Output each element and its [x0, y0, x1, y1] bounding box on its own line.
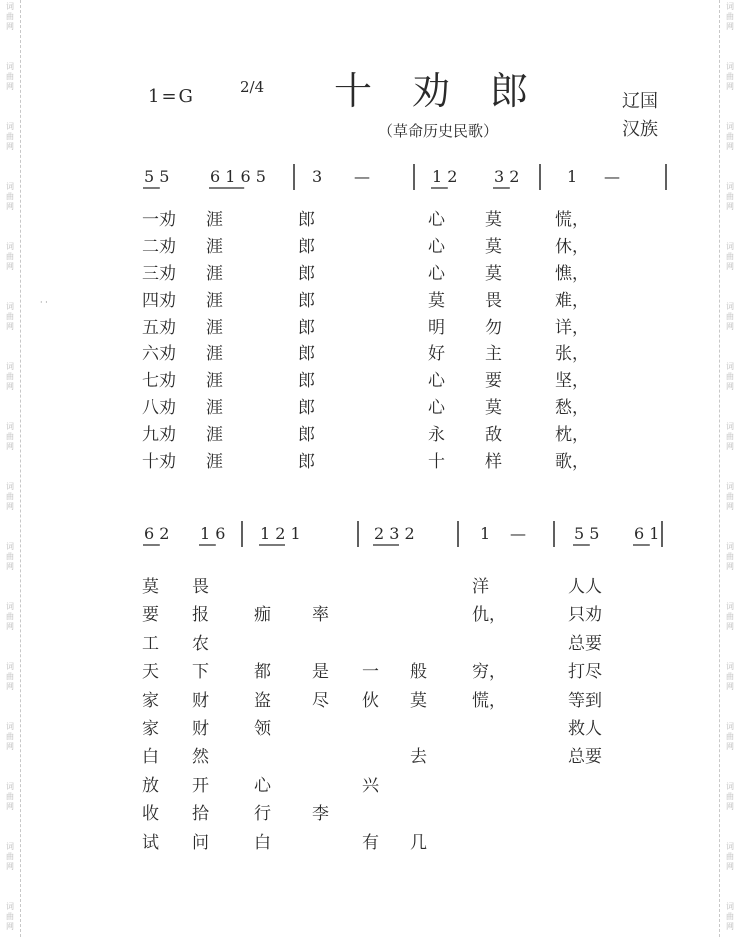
- watermark-char: 词: [726, 62, 734, 71]
- watermark-char: 网: [6, 922, 14, 931]
- watermark-mark: [722, 482, 738, 512]
- watermark-char: 网: [6, 142, 14, 151]
- watermark-char: 网: [6, 322, 14, 331]
- lyric-cell: 难，: [555, 290, 589, 311]
- lyric-cell: 拾: [192, 804, 209, 825]
- watermark-char: 词: [6, 902, 14, 911]
- watermark-char: 词: [6, 242, 14, 251]
- watermark-char: 词: [6, 362, 14, 371]
- lyric-cell: 四劝: [142, 290, 176, 311]
- notation-group: 1 2: [432, 167, 458, 186]
- lyric-cell: 十: [428, 452, 445, 473]
- watermark-mark: [2, 842, 18, 872]
- watermark-mark: [722, 602, 738, 632]
- notation-group: 3: [312, 167, 323, 186]
- watermark-mark: [2, 182, 18, 212]
- watermark-mark: [722, 662, 738, 692]
- lyric-cell: 领: [254, 718, 271, 739]
- lyric-cell: 家: [142, 718, 159, 739]
- lyric-cell: 总要: [568, 747, 602, 768]
- watermark-char: 网: [726, 622, 734, 631]
- watermark-char: 词: [726, 902, 734, 911]
- watermark-char: 词: [726, 182, 734, 191]
- notation-group: 6 1: [634, 524, 660, 543]
- watermark-char: 词: [726, 122, 734, 131]
- watermark-char: 网: [726, 262, 734, 271]
- watermark-char: 曲: [6, 612, 14, 621]
- lyric-cell: 郎: [298, 210, 315, 230]
- attribution-ethnicity: 汉族: [622, 119, 658, 140]
- lyric-cell: 只劝: [568, 605, 602, 626]
- lyric-cell: 心: [428, 371, 445, 392]
- watermark-char: 曲: [6, 492, 14, 501]
- watermark-char: 曲: [6, 852, 14, 861]
- lyric-cell: 张，: [555, 344, 589, 365]
- watermark-char: 词: [6, 62, 14, 71]
- watermark-char: 网: [726, 142, 734, 151]
- watermark-char: 曲: [726, 12, 734, 21]
- lyric-cell: 明: [428, 317, 445, 338]
- notation-group: —: [510, 524, 526, 543]
- lyric-cell: 尽: [312, 690, 329, 711]
- lyric-cell: 然: [192, 747, 209, 768]
- lyric-cell: 坚，: [555, 371, 589, 392]
- lyric-cell: 盗: [254, 690, 271, 711]
- lyric-cell: 天: [142, 662, 159, 683]
- watermark-char: 词: [6, 482, 14, 491]
- lyric-cell: 洋: [472, 577, 489, 597]
- lyric-cell: 莫: [485, 236, 502, 257]
- lyric-cell: 八劝: [142, 398, 176, 419]
- lyric-cell: 白: [254, 832, 271, 853]
- right-watermark-strip: [719, 0, 740, 937]
- lyric-cell: 工: [142, 633, 159, 654]
- lyric-cell: 般: [410, 662, 427, 683]
- lyric-cell: 心: [254, 775, 271, 796]
- lyric-cell: 要: [142, 605, 159, 626]
- watermark-char: 网: [6, 562, 14, 571]
- notation-group: 5 5: [144, 167, 170, 186]
- notation-group: —: [354, 167, 370, 186]
- watermark-char: 网: [726, 862, 734, 871]
- watermark-char: 曲: [6, 792, 14, 801]
- watermark-mark: [722, 62, 738, 92]
- watermark-char: 词: [726, 662, 734, 671]
- lyric-cell: 郎: [298, 290, 315, 311]
- lyric-cell: 率: [312, 605, 329, 626]
- watermark-char: 曲: [726, 132, 734, 141]
- watermark-mark: [722, 722, 738, 752]
- watermark-mark: [2, 482, 18, 512]
- notation-line-2: [142, 515, 672, 559]
- lyric-cell: 涯: [206, 398, 223, 419]
- song-title: 十劝郎: [334, 69, 569, 113]
- watermark-char: 词: [726, 542, 734, 551]
- watermark-char: 词: [6, 302, 14, 311]
- lyric-cell: 畏: [485, 290, 502, 311]
- lyric-cell: 行: [254, 804, 271, 825]
- lyric-cell: 家: [142, 690, 159, 711]
- watermark-mark: [722, 842, 738, 872]
- lyric-cell: 都: [254, 662, 271, 683]
- watermark-char: 曲: [726, 492, 734, 501]
- watermark-char: 曲: [726, 312, 734, 321]
- watermark-mark: [2, 542, 18, 572]
- watermark-char: 曲: [6, 192, 14, 201]
- lyric-cell: 几: [410, 832, 427, 853]
- watermark-char: 曲: [6, 672, 14, 681]
- lyric-cell: 心: [428, 210, 445, 230]
- lyric-cell: 心: [428, 263, 445, 284]
- lyric-cell: 莫: [428, 290, 445, 311]
- watermark-char: 曲: [726, 732, 734, 741]
- watermark-char: 网: [726, 562, 734, 571]
- watermark-char: 词: [6, 602, 14, 611]
- watermark-mark: [2, 422, 18, 452]
- notation-group: —: [604, 167, 620, 186]
- lyric-cell: 详，: [555, 317, 589, 338]
- lyric-cell: 郎: [298, 344, 315, 365]
- lyric-cell: 涯: [206, 210, 223, 230]
- watermark-mark: [2, 122, 18, 152]
- notation-group: 5 5: [574, 524, 600, 543]
- watermark-char: 曲: [6, 372, 14, 381]
- watermark-char: 网: [726, 742, 734, 751]
- lyric-cell: 莫: [410, 690, 427, 711]
- notation-group: 1 2 1: [260, 524, 301, 543]
- watermark-char: 曲: [6, 312, 14, 321]
- watermark-char: 网: [726, 82, 734, 91]
- watermark-char: 曲: [726, 672, 734, 681]
- watermark-char: 词: [726, 602, 734, 611]
- lyric-cell: 郎: [298, 263, 315, 284]
- lyric-cell: 三劝: [142, 263, 176, 284]
- watermark-char: 网: [726, 922, 734, 931]
- attribution-region: 辽国: [622, 91, 658, 112]
- song-subtitle: （草命历史民歌）: [378, 122, 499, 140]
- lyric-cell: 放: [142, 775, 159, 796]
- lyric-cell: 畏: [192, 577, 209, 597]
- lyric-cell: 永: [428, 425, 445, 446]
- watermark-mark: [722, 2, 738, 32]
- lyric-cell: 等到: [568, 690, 602, 711]
- time-signature: 2/4: [240, 78, 265, 96]
- watermark-char: 网: [726, 802, 734, 811]
- watermark-char: 曲: [6, 552, 14, 561]
- watermark-char: 曲: [6, 72, 14, 81]
- watermark-mark: [722, 302, 738, 332]
- notation-group: 1: [567, 167, 578, 186]
- watermark-char: 词: [726, 842, 734, 851]
- scan-dust: · ·: [40, 298, 48, 307]
- watermark-mark: [2, 302, 18, 332]
- lyric-cell: 五劝: [142, 317, 176, 338]
- watermark-mark: [722, 422, 738, 452]
- lyric-cell: 痂: [254, 605, 271, 626]
- lyric-cell: 涯: [206, 263, 223, 284]
- watermark-mark: [2, 782, 18, 812]
- lyric-cell: 憔，: [555, 263, 589, 284]
- watermark-char: 网: [726, 322, 734, 331]
- lyric-cell: 财: [192, 690, 209, 711]
- watermark-char: 网: [6, 202, 14, 211]
- attribution: [622, 88, 658, 144]
- watermark-char: 词: [726, 2, 734, 11]
- lyric-cell: 休，: [555, 236, 589, 257]
- lyric-cell: 总要: [568, 633, 602, 654]
- watermark-char: 网: [6, 442, 14, 451]
- watermark-char: 曲: [726, 552, 734, 561]
- watermark-char: 网: [726, 202, 734, 211]
- notation-group: 3 2: [494, 167, 520, 186]
- watermark-char: 词: [6, 782, 14, 791]
- watermark-char: 网: [6, 262, 14, 271]
- watermark-mark: [2, 602, 18, 632]
- lyric-cell: 试: [142, 832, 159, 853]
- watermark-char: 网: [726, 442, 734, 451]
- watermark-char: 曲: [6, 912, 14, 921]
- watermark-mark: [2, 662, 18, 692]
- lyric-cell: 穷，: [472, 662, 506, 683]
- watermark-char: 网: [6, 802, 14, 811]
- lyric-cell: 慌，: [472, 690, 506, 711]
- lyric-cell: 莫: [485, 398, 502, 419]
- lyric-cell: 仇，: [472, 605, 506, 626]
- watermark-char: 曲: [6, 732, 14, 741]
- watermark-char: 网: [6, 502, 14, 511]
- watermark-char: 网: [6, 22, 14, 31]
- lyric-cell: 郎: [298, 425, 315, 446]
- watermark-char: 曲: [726, 432, 734, 441]
- lyric-cell: 样: [485, 452, 502, 473]
- lyric-cell: 勿: [485, 317, 502, 338]
- notation-group: 1: [480, 524, 491, 543]
- watermark-char: 词: [6, 422, 14, 431]
- lyric-cell: 七劝: [142, 371, 176, 392]
- lyric-cell: 一劝: [142, 210, 176, 230]
- lyric-cell: 涯: [206, 371, 223, 392]
- lyric-cell: 九劝: [142, 425, 176, 446]
- watermark-char: 词: [726, 782, 734, 791]
- lyric-cell: 兴: [362, 775, 379, 796]
- lyric-cell: 涯: [206, 236, 223, 257]
- watermark-char: 曲: [6, 252, 14, 261]
- left-watermark-strip: [0, 0, 21, 937]
- watermark-char: 词: [6, 542, 14, 551]
- watermark-mark: [722, 242, 738, 272]
- watermark-char: 词: [726, 482, 734, 491]
- lyric-cell: 郎: [298, 398, 315, 419]
- watermark-mark: [2, 242, 18, 272]
- watermark-char: 词: [726, 362, 734, 371]
- lyric-cell: 问: [192, 832, 209, 853]
- watermark-char: 词: [6, 2, 14, 11]
- lyric-cell: 莫: [485, 210, 502, 230]
- lyric-cell: 李: [312, 804, 329, 825]
- notation-line-1: [142, 158, 672, 202]
- lyric-cell: 一: [362, 662, 379, 683]
- lyric-cell: 愁，: [555, 398, 589, 419]
- watermark-mark: [2, 362, 18, 392]
- watermark-char: 网: [726, 382, 734, 391]
- watermark-char: 曲: [726, 912, 734, 921]
- watermark-char: 词: [726, 302, 734, 311]
- watermark-char: 网: [726, 502, 734, 511]
- lyric-cell: 收: [142, 804, 159, 825]
- lyric-cell: 莫: [142, 577, 159, 597]
- line2-svg: [142, 515, 682, 559]
- lyric-cell: 郎: [298, 371, 315, 392]
- lyric-cell: 涯: [206, 317, 223, 338]
- watermark-char: 词: [726, 242, 734, 251]
- lyric-cell: 涯: [206, 452, 223, 473]
- lyric-cell: 救人: [568, 718, 602, 739]
- watermark-char: 曲: [6, 432, 14, 441]
- watermark-mark: [722, 782, 738, 812]
- watermark-char: 曲: [726, 372, 734, 381]
- lyric-cell: 人人: [568, 577, 602, 597]
- lyric-cell: 伙: [362, 690, 379, 711]
- watermark-char: 词: [6, 662, 14, 671]
- watermark-char: 词: [6, 842, 14, 851]
- notation-group: 6 2: [144, 524, 170, 543]
- lyric-cell: 是: [312, 662, 329, 683]
- line1-svg: [142, 158, 682, 202]
- watermark-char: 网: [6, 382, 14, 391]
- watermark-char: 曲: [6, 12, 14, 21]
- lyric-cell: 郎: [298, 317, 315, 338]
- lyric-cell: 心: [428, 398, 445, 419]
- watermark-char: 网: [6, 742, 14, 751]
- lyric-cell: 涯: [206, 425, 223, 446]
- lyric-cell: 打尽: [568, 662, 602, 683]
- lyric-cell: 财: [192, 718, 209, 739]
- notation-group: 1 6: [200, 524, 226, 543]
- lyric-cell: 敌: [485, 425, 502, 446]
- lyric-cell: 歌，: [555, 452, 589, 473]
- key-signature: 1=G: [148, 86, 195, 107]
- watermark-char: 词: [6, 722, 14, 731]
- lyric-cell: 郎: [298, 236, 315, 257]
- notation-group: 6 1 6 5: [210, 167, 266, 186]
- watermark-mark: [2, 902, 18, 932]
- lyric-cell: 慌，: [555, 210, 589, 230]
- watermark-char: 曲: [726, 252, 734, 261]
- notation-group: 2 3 2: [374, 524, 415, 543]
- watermark-char: 网: [726, 682, 734, 691]
- watermark-mark: [722, 122, 738, 152]
- watermark-mark: [2, 62, 18, 92]
- watermark-char: 词: [726, 422, 734, 431]
- watermark-char: 曲: [726, 72, 734, 81]
- lyric-cell: 十劝: [142, 452, 176, 473]
- watermark-char: 网: [6, 82, 14, 91]
- watermark-mark: [2, 2, 18, 32]
- lyric-cell: 枕，: [555, 425, 589, 446]
- lyric-cell: 报: [192, 605, 209, 626]
- watermark-mark: [722, 182, 738, 212]
- lyric-cell: 下: [192, 662, 209, 683]
- lyric-cell: 开: [192, 775, 209, 796]
- lyric-cell: 要: [485, 371, 502, 392]
- watermark-char: 曲: [726, 192, 734, 201]
- lyric-cell: 有: [362, 832, 379, 853]
- lyric-cell: 好: [428, 344, 445, 365]
- lyric-cell: 去: [410, 747, 427, 768]
- watermark-mark: [2, 722, 18, 752]
- lyric-cell: 涯: [206, 344, 223, 365]
- watermark-char: 网: [6, 862, 14, 871]
- watermark-mark: [722, 362, 738, 392]
- lyric-cell: 心: [428, 236, 445, 257]
- watermark-mark: [722, 542, 738, 572]
- watermark-char: 曲: [726, 852, 734, 861]
- lyric-cell: 六劝: [142, 344, 176, 365]
- lyric-cell: 莫: [485, 263, 502, 284]
- watermark-char: 曲: [726, 612, 734, 621]
- lyric-cell: 主: [485, 344, 502, 365]
- watermark-char: 词: [726, 722, 734, 731]
- lyric-cell: 农: [192, 633, 209, 654]
- lyric-cell: 涯: [206, 290, 223, 311]
- lyric-cell: 白: [142, 747, 159, 768]
- watermark-char: 词: [6, 182, 14, 191]
- watermark-char: 网: [6, 622, 14, 631]
- lyric-cell: 二劝: [142, 236, 176, 257]
- watermark-char: 曲: [6, 132, 14, 141]
- watermark-char: 词: [6, 122, 14, 131]
- watermark-char: 网: [726, 22, 734, 31]
- watermark-char: 曲: [726, 792, 734, 801]
- watermark-mark: [722, 902, 738, 932]
- watermark-char: 网: [6, 682, 14, 691]
- lyric-cell: 郎: [298, 452, 315, 473]
